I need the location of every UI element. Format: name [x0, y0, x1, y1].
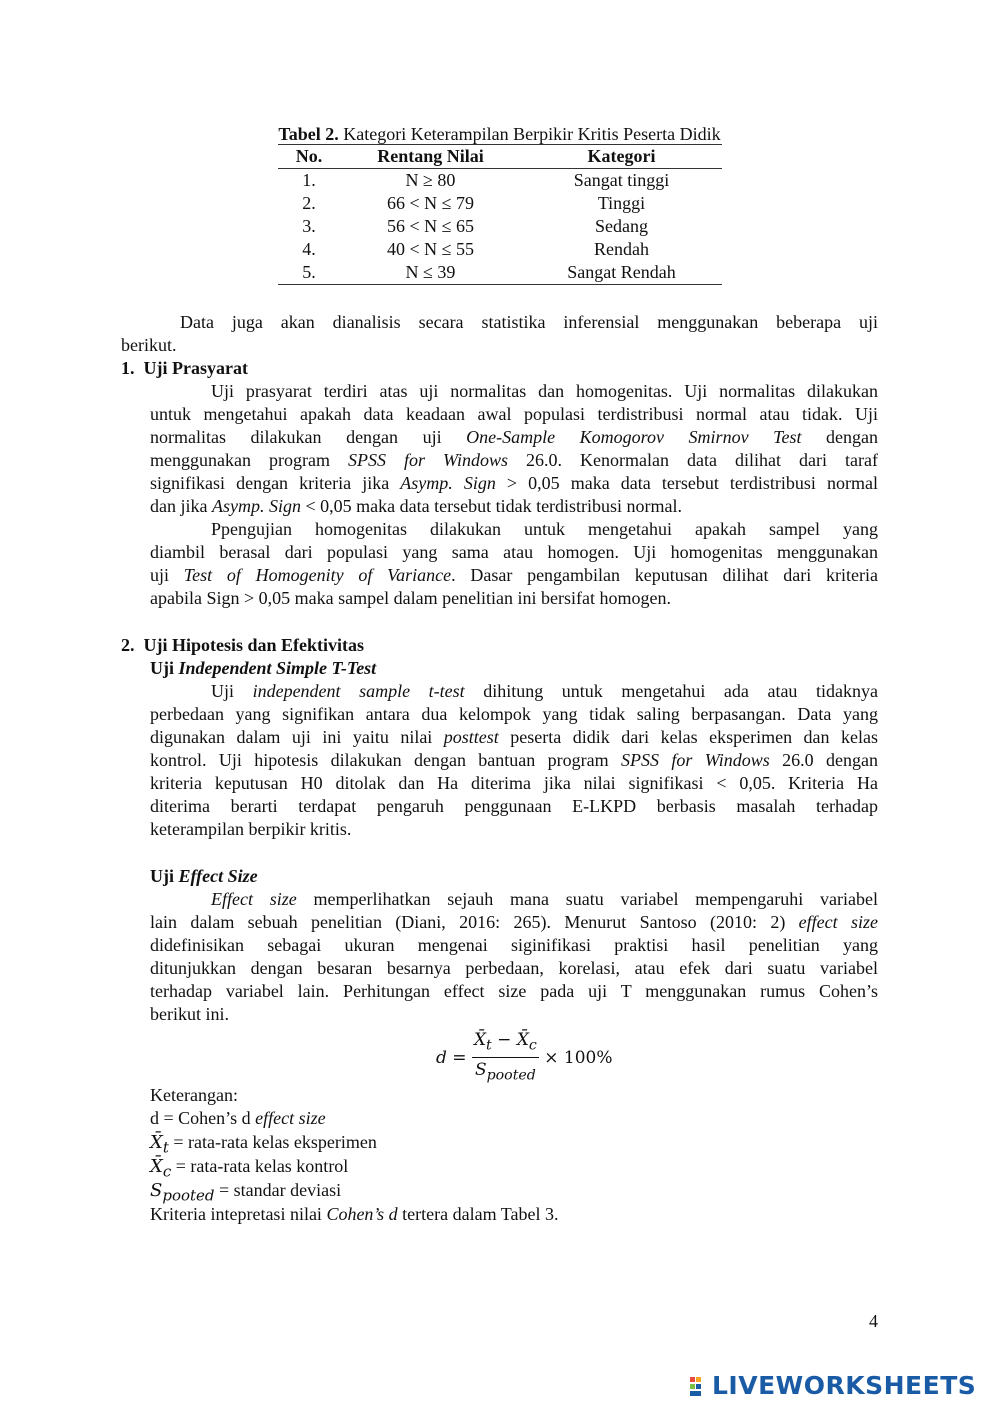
col-header-no: No.: [278, 145, 340, 169]
s2-p1-line: kontrol. Uji hipotesis dilakukan dengan bantuan program SPSS for Windows 26.0 dengan: [150, 750, 879, 770]
table-cell: N ≥ 80: [405, 170, 456, 190]
intro-line-2: berikut.: [121, 335, 177, 355]
table-row: [278, 169, 722, 193]
s2-p1-line: keterampilan berpikir kritis.: [150, 819, 352, 839]
s1-p2-line: diambil berasal dari populasi yang sama atau homogen. Uji homogenitas menggunakan: [150, 542, 878, 562]
table-cell: 40 < N ≤ 55: [386, 239, 475, 259]
page-number: 4: [869, 1311, 878, 1331]
s1-p1-line: Uji prasyarat terdiri atas uji normalitas dan homogenitas. Uji normalitas dilakukan: [211, 381, 878, 401]
s2-p2-line: ditunjukkan dengan besaran besarnya perbedaan, korelasi, atau efek dari suatu variabel: [150, 958, 878, 978]
s1-p1-line: menggunakan program SPSS for Windows 26.0. Kenormalan data dilihat dari taraf: [150, 450, 879, 470]
s1-p1-line: signifikasi dengan kriteria jika Asymp. Sign > 0,05 maka data tersebut terdistribusi normal: [150, 473, 878, 493]
s1-p1-line: untuk mengetahui apakah data keadaan awal populasi terdistribusi normal atau tidak. Uji: [150, 404, 878, 424]
s1-p1-line: dan jika Asymp. Sign < 0,05 maka data tersebut tidak terdistribusi normal.: [150, 496, 683, 516]
table-cell: Tinggi: [597, 193, 646, 213]
table-cell: 2.: [302, 193, 316, 213]
section-1-heading: 1. Uji Prasyarat: [121, 358, 248, 378]
s2-p1-line: digunakan dalam uji ini yaitu nilai posttest peserta didik dari kelas eksperimen dan kelas: [150, 727, 878, 747]
s1-p2-line: uji Test of Homogenity of Variance. Dasar pengambilan keputusan dilihat dari kriteria: [150, 565, 878, 585]
s2-p2-line: berikut ini.: [150, 1004, 229, 1024]
liveworksheets-logo-text[interactable]: LIVEWORKSHEETS: [712, 1371, 977, 1400]
keterangan-kriteria: Kriteria intepretasi nilai Cohen’s d tertera dalam Tabel 3.: [150, 1204, 559, 1224]
s1-p2-line: apabila Sign > 0,05 maka sampel dalam penelitian ini bersifat homogen.: [150, 588, 672, 608]
formula-fraction: [472, 1028, 539, 1088]
table-row: [278, 192, 722, 215]
s2-p2-line: didefinisikan sebagai ukuran mengenai siginifikasi praktisi hasil penelitian yang: [150, 935, 878, 955]
table-cell: 1.: [302, 170, 316, 190]
keterangan-d: d = Cohen’s d effect size: [150, 1108, 326, 1128]
table-row: [278, 215, 722, 238]
s2-p2-line: Effect size memperlihatkan sejauh mana suatu variabel mempengaruhi variabel: [211, 889, 879, 909]
formula-denominator: $S_{pooted}$: [474, 1060, 536, 1084]
table-caption-text: Kategori Keterampilan Berpikir Kritis Peserta Didik: [338, 124, 721, 144]
table-cell: Sedang: [595, 216, 648, 236]
s2-p1-line: diterima berarti terdapat pengaruh penggunaan E-LKPD berbasis masalah terhadap: [150, 796, 878, 816]
table-cell: 3.: [302, 216, 316, 236]
table-cell: 4.: [302, 239, 316, 259]
table-caption-label: Tabel 2.: [278, 124, 339, 144]
table-cell: Rendah: [594, 239, 649, 259]
s2-p1-line: Uji independent sample t-test dihitung untuk mengetahui ada atau tidaknya: [211, 681, 878, 701]
s1-p1-line: normalitas dilakukan dengan uji One-Sample Komogorov Smirnov Test dengan: [150, 427, 878, 447]
table-cell: N ≤ 39: [340, 261, 521, 285]
subheading-t-test: Uji Independent Simple T-Test: [150, 658, 377, 678]
table-row: [278, 261, 722, 285]
keterangan-xc: $X̄_c$ = rata-rata kelas kontrol: [150, 1156, 349, 1181]
table-cell: Sangat Rendah: [521, 261, 722, 285]
liveworksheets-logo-icon: [690, 1377, 708, 1397]
table-header-row: [278, 145, 722, 169]
s1-p2-line: Ppengujian homogenitas dilakukan untuk mengetahui apakah sampel yang: [211, 519, 878, 539]
col-header-range: Rentang Nilai: [340, 145, 521, 169]
table-cell: Sangat tinggi: [573, 170, 670, 190]
category-table: [278, 144, 722, 285]
section-2-heading: 2. Uji Hipotesis dan Efektivitas: [121, 635, 365, 655]
s2-p2-line: terhadap variabel lain. Perhitungan effect size pada uji T menggunakan rumus Cohen’s: [150, 981, 878, 1001]
cohens-d-formula: [436, 1028, 613, 1088]
s2-p2-line: lain dalam sebuah penelitian (Diani, 2016: 265). Menurut Santoso (2010: 2) effect size: [150, 912, 878, 932]
col-header-category: Kategori: [521, 145, 722, 169]
table-cell: 56 < N ≤ 65: [386, 216, 475, 236]
keterangan-xt: $X̄_t$ = rata-rata kelas eksperimen: [150, 1132, 377, 1157]
s2-p1-line: kriteria keputusan H0 ditolak dan Ha diterima jika nilai signifikasi < 0,05. Kriteria Ha: [150, 773, 878, 793]
table-row: [278, 238, 722, 261]
keterangan-s: $S_{pooted}$ = standar deviasi: [150, 1180, 342, 1205]
keterangan-title: Keterangan:: [150, 1085, 238, 1105]
s2-p1-line: perbedaan yang signifikan antara dua kelompok yang tidak saling berpasangan. Data yang: [150, 704, 878, 724]
intro-line-1: Data juga akan dianalisis secara statistika inferensial menggunakan beberapa uji: [180, 312, 878, 332]
table-caption: [0, 123, 999, 146]
table-cell: 66 < N ≤ 79: [386, 193, 475, 213]
formula-rhs: × 100%: [544, 1047, 613, 1068]
subheading-effect-size: Uji Effect Size: [150, 866, 258, 886]
table-cell: 5.: [278, 261, 340, 285]
formula-lhs: d =: [436, 1047, 467, 1068]
formula-numerator: $X̄_t$ − $X̄_c$: [472, 1028, 539, 1058]
